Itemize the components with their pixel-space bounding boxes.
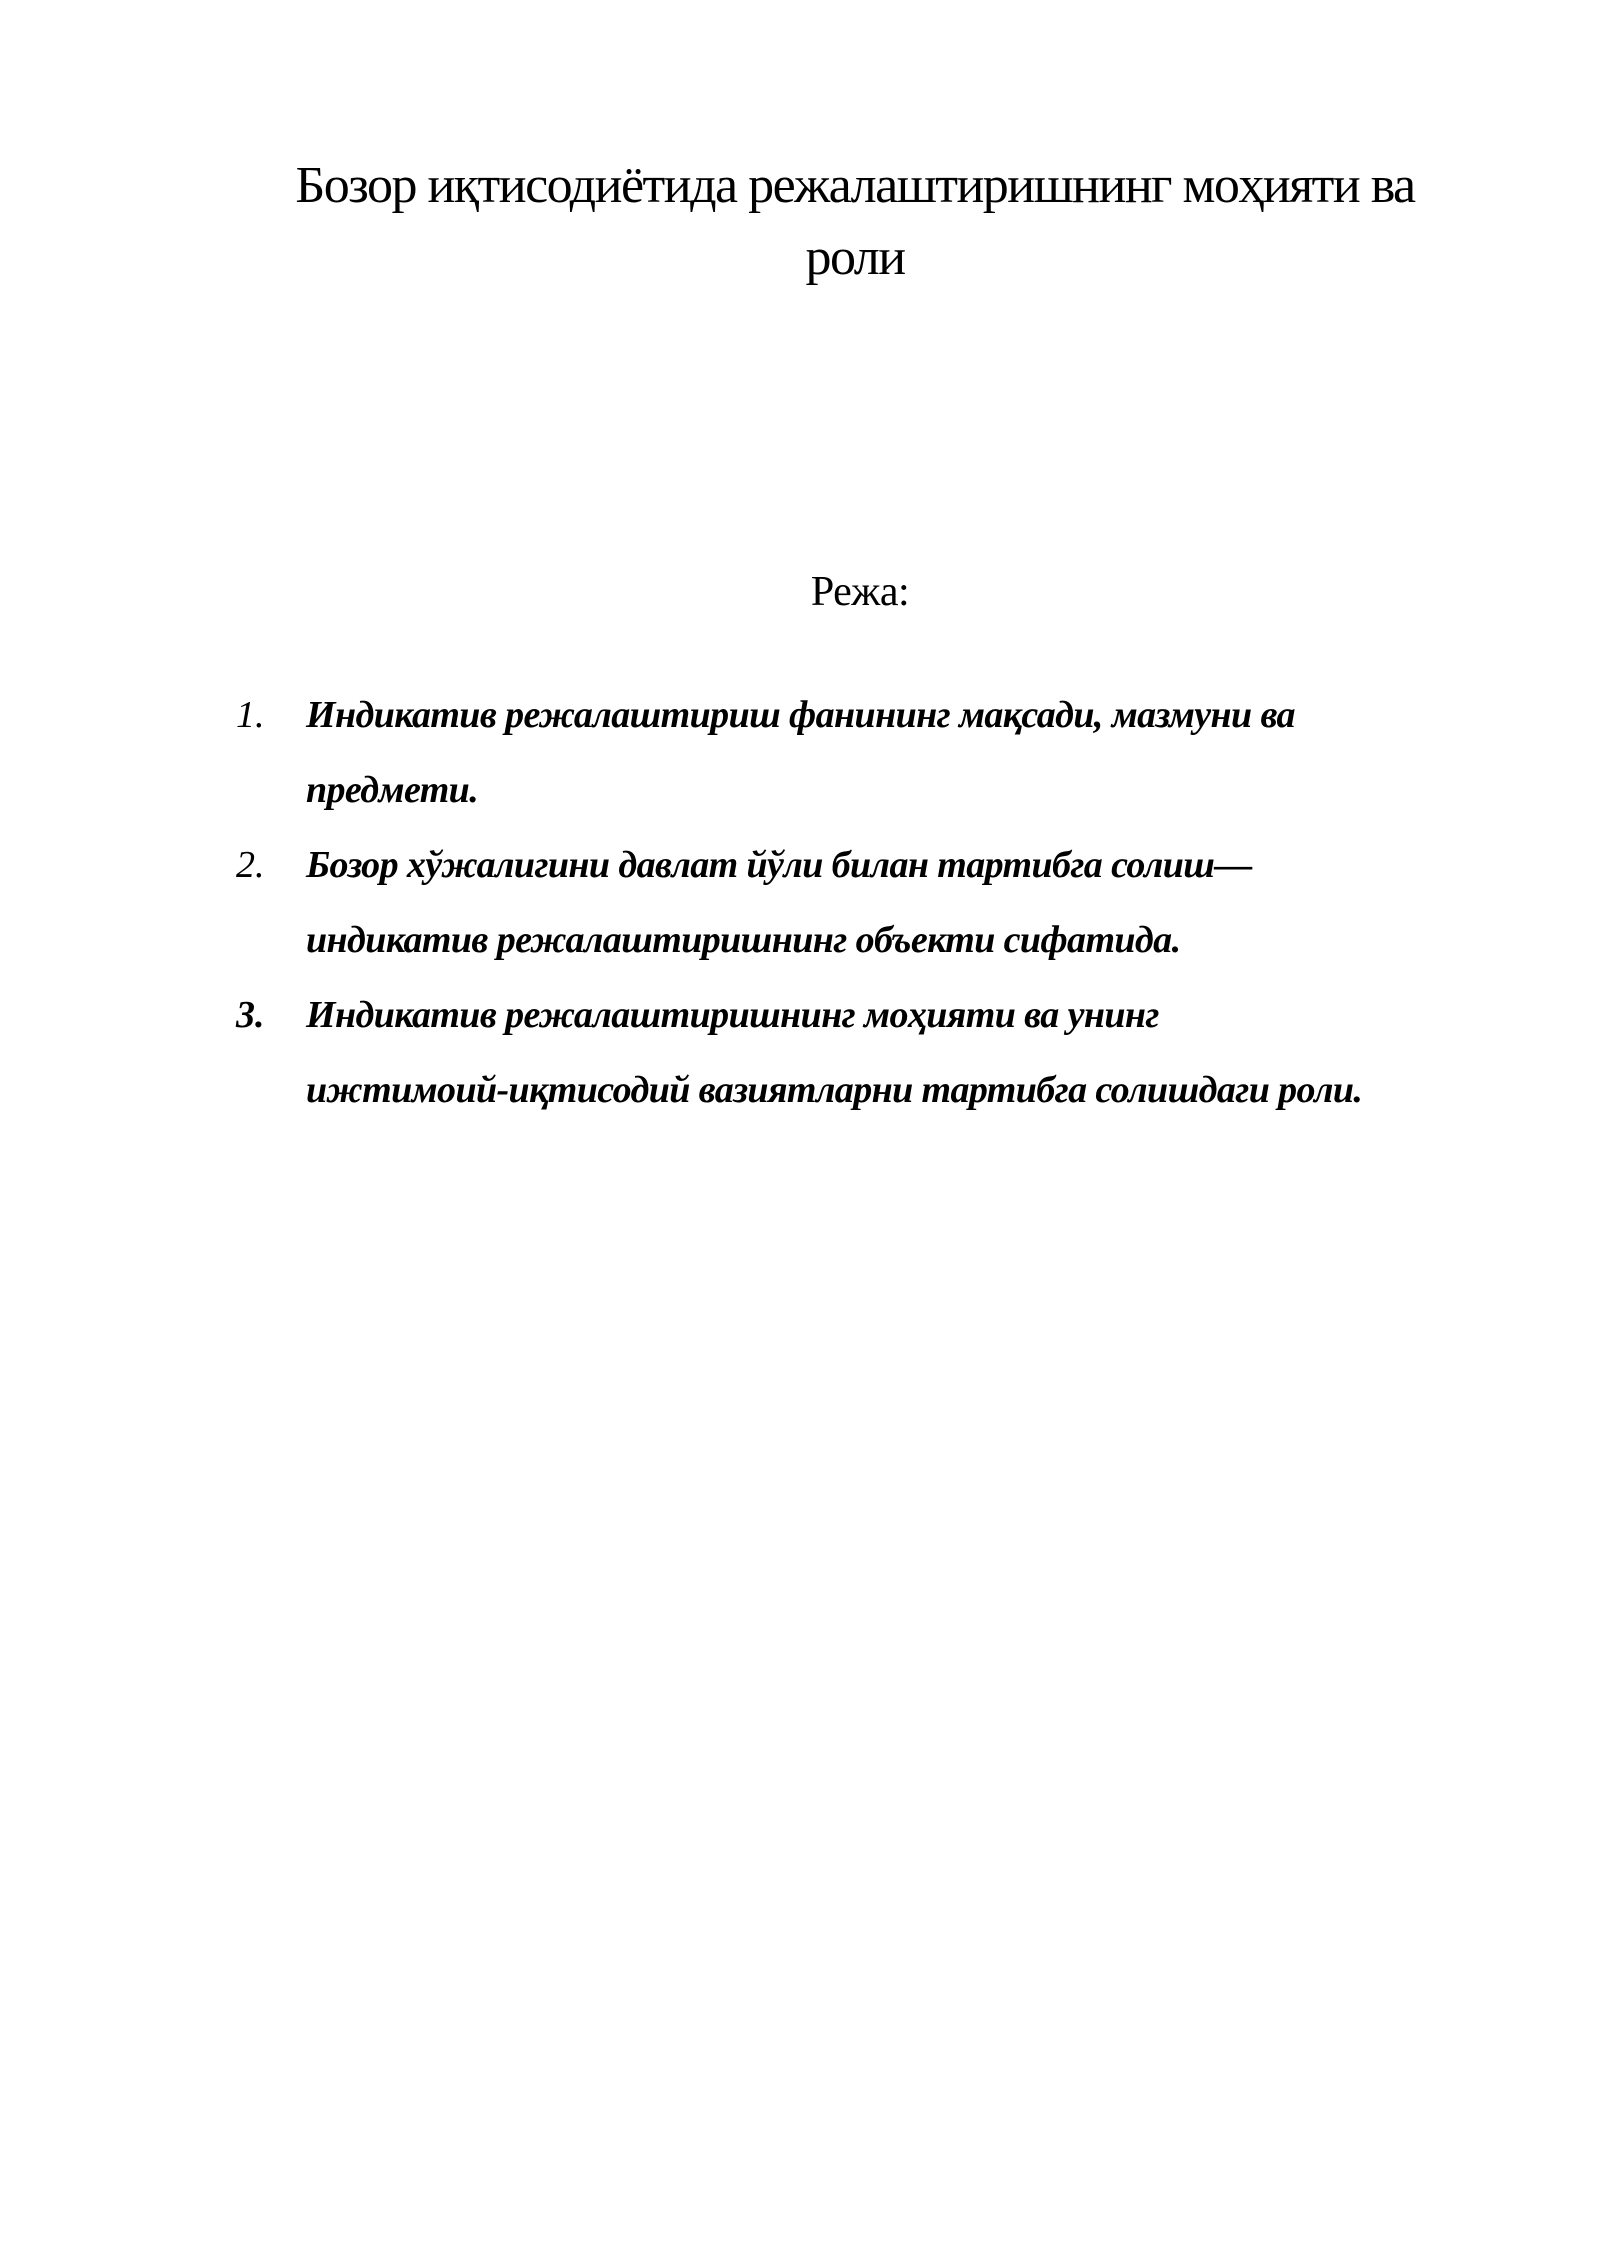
list-item-line: Бозор хўжалигини давлат йўли билан тартибга солиш— — [306, 844, 1252, 886]
list-item — [236, 978, 1536, 1128]
document-title-line: Бозор иқтисодиётида режалаштиришнинг моҳияти ва — [295, 157, 1415, 214]
plan-list — [236, 678, 1536, 1128]
list-item-number: 1. — [236, 694, 265, 736]
document-title-line: роли — [805, 229, 905, 286]
list-item — [236, 678, 1536, 828]
list-item-number: 3. — [236, 994, 265, 1036]
list-item-line: ижтимоий-иқтисодий вазиятларни тартибга солишдаги роли. — [306, 1069, 1363, 1111]
list-item — [236, 828, 1536, 978]
document-title — [200, 150, 1510, 294]
plan-heading: Режа: — [810, 569, 910, 615]
list-item-line: Индикатив режалаштиришнинг моҳияти ва унинг — [306, 994, 1159, 1036]
list-item-line: Индикатив режалаштириш фанининг мақсади, мазмуни ва — [306, 694, 1295, 736]
list-item-text — [306, 828, 1536, 978]
list-item-number: 2. — [236, 844, 265, 886]
list-item-line: индикатив режалаштиришнинг объекти сифатида. — [306, 919, 1181, 961]
list-item-line: предмети. — [306, 769, 479, 811]
list-item-text — [306, 678, 1536, 828]
list-item-text — [306, 978, 1536, 1128]
